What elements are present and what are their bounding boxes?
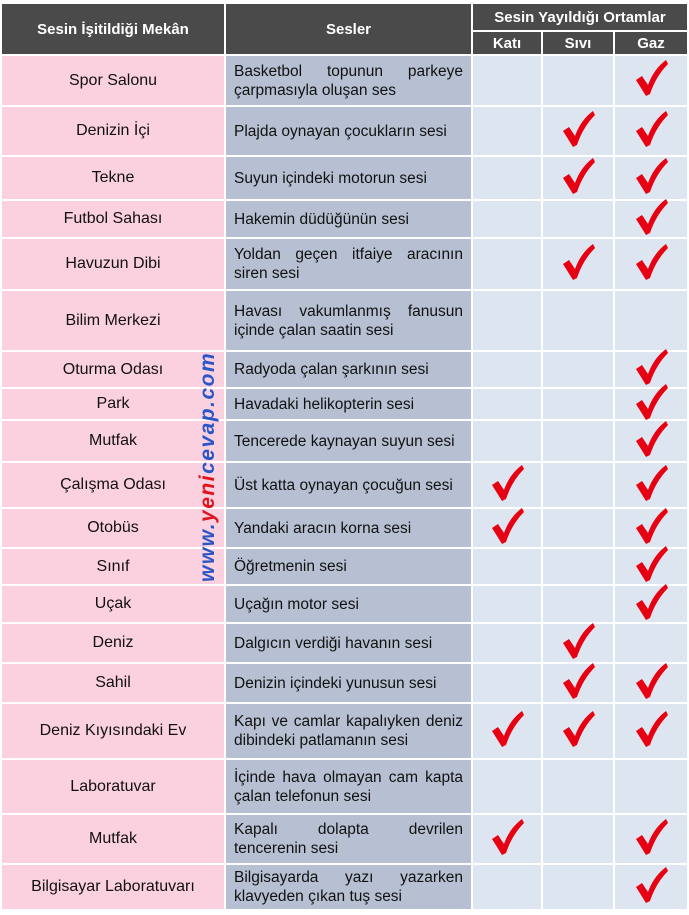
liquid-cell [543, 760, 613, 813]
sound-cell [226, 421, 471, 461]
sound-text: Öğretmenin sesi [234, 558, 347, 575]
sound-text: Plajda oynayan çocukların sesi [234, 122, 447, 140]
solid-cell [473, 624, 541, 662]
sound-cell [226, 815, 471, 863]
sound-cell [226, 704, 471, 758]
sound-text: Yoldan geçen itfaiye aracının siren sesi [234, 246, 463, 282]
liquid-cell [543, 704, 613, 758]
header-media: Sesin Yayıldığı Ortamlar [473, 4, 687, 30]
sound-text: Tencerede kaynayan suyun sesi [234, 432, 455, 450]
sound-text: Basketbol topunun parkeye çarpmasıyla oluşan ses [234, 62, 463, 99]
gas-cell [615, 421, 687, 461]
place-cell: Futbol Sahası [2, 201, 224, 237]
liquid-cell [543, 586, 613, 622]
liquid-cell [543, 815, 613, 863]
sound-text: Hakemin düdüğünün sesi [234, 210, 409, 228]
place-cell: Oturma Odası [2, 352, 224, 387]
checkmark-icon [633, 242, 669, 287]
solid-cell [473, 815, 541, 863]
place-cell: Bilim Merkezi [2, 291, 224, 350]
solid-cell [473, 352, 541, 387]
place-cell: Deniz [2, 624, 224, 662]
sound-cell [226, 509, 471, 547]
checkmark-icon [633, 463, 669, 508]
checkmark-icon [633, 661, 669, 706]
place-cell: Sınıf [2, 549, 224, 584]
sound-text: İçinde hava olmayan cam kapta çalan telefonun sesi [234, 768, 463, 805]
liquid-cell [543, 201, 613, 237]
checkmark-icon [633, 582, 669, 627]
solid-cell [473, 157, 541, 199]
solid-cell [473, 421, 541, 461]
solid-cell [473, 704, 541, 758]
liquid-cell [543, 157, 613, 199]
checkmark-icon [633, 419, 669, 464]
checkmark-icon [560, 109, 596, 154]
place-cell: Tekne [2, 157, 224, 199]
place-cell: Park [2, 389, 224, 419]
checkmark-icon [633, 109, 669, 154]
sound-text: Suyun içindeki motorun sesi [234, 169, 427, 187]
liquid-cell [543, 421, 613, 461]
solid-cell [473, 549, 541, 584]
sound-text: Üst katta oynayan çocuğun sesi [234, 476, 453, 494]
place-cell: Denizin İçi [2, 107, 224, 155]
gas-cell [615, 815, 687, 863]
gas-cell [615, 291, 687, 350]
gas-cell [615, 56, 687, 105]
gas-cell [615, 549, 687, 584]
place-cell: Çalışma Odası [2, 463, 224, 507]
liquid-cell [543, 865, 613, 909]
sound-cell [226, 157, 471, 199]
solid-cell [473, 509, 541, 547]
gas-cell [615, 624, 687, 662]
header-solid: Katı [473, 32, 541, 54]
sound-cell [226, 865, 471, 909]
sound-cell [226, 352, 471, 387]
liquid-cell [543, 664, 613, 702]
sound-cell [226, 107, 471, 155]
header-sounds: Sesler [226, 4, 471, 54]
sound-cell [226, 760, 471, 813]
gas-cell [615, 865, 687, 909]
sound-cell [226, 624, 471, 662]
liquid-cell [543, 239, 613, 289]
header-liquid: Sıvı [543, 32, 613, 54]
solid-cell [473, 239, 541, 289]
checkmark-icon [560, 661, 596, 706]
liquid-cell [543, 107, 613, 155]
checkmark-icon [489, 463, 525, 508]
place-cell: Havuzun Dibi [2, 239, 224, 289]
sound-text: Bilgisayarda yazı yazarken klavyeden çıkan tuş sesi [234, 869, 463, 905]
header-place: Sesin İşitildiği Mekân [2, 4, 224, 54]
place-cell: Mutfak [2, 421, 224, 461]
sound-cell [226, 239, 471, 289]
sound-cell [226, 201, 471, 237]
sound-text: Uçağın motor sesi [234, 595, 359, 613]
gas-cell [615, 760, 687, 813]
place-cell: Bilgisayar Laboratuvarı [2, 865, 224, 909]
checkmark-icon [489, 817, 525, 862]
place-cell: Deniz Kıyısındaki Ev [2, 704, 224, 758]
checkmark-icon [633, 865, 669, 910]
sound-text: Kapalı dolapta devrilen tencerenin sesi [234, 821, 463, 857]
sound-cell [226, 389, 471, 419]
solid-cell [473, 760, 541, 813]
liquid-cell [543, 624, 613, 662]
checkmark-icon [489, 709, 525, 754]
gas-cell [615, 107, 687, 155]
sound-text: Denizin içindeki yunusun sesi [234, 674, 437, 692]
solid-cell [473, 389, 541, 419]
sound-cell [226, 549, 471, 584]
watermark: www.yenicevap.com [196, 351, 219, 582]
place-cell: Sahil [2, 664, 224, 702]
checkmark-icon [560, 242, 596, 287]
solid-cell [473, 865, 541, 909]
sound-text: Kapı ve camlar kapalıyken deniz dibindeki patlamanın sesi [234, 713, 463, 749]
place-cell: Spor Salonu [2, 56, 224, 105]
liquid-cell [543, 56, 613, 105]
place-cell: Otobüs [2, 509, 224, 547]
liquid-cell [543, 549, 613, 584]
gas-cell [615, 157, 687, 199]
gas-cell [615, 704, 687, 758]
checkmark-icon [560, 156, 596, 201]
gas-cell [615, 586, 687, 622]
gas-cell [615, 664, 687, 702]
liquid-cell [543, 509, 613, 547]
checkmark-icon [633, 156, 669, 201]
sound-cell [226, 56, 471, 105]
sound-cell [226, 664, 471, 702]
gas-cell [615, 509, 687, 547]
sound-cell [226, 291, 471, 350]
checkmark-icon [633, 58, 669, 103]
solid-cell [473, 291, 541, 350]
header-gas: Gaz [615, 32, 687, 54]
place-cell: Laboratuvar [2, 760, 224, 813]
checkmark-icon [560, 709, 596, 754]
solid-cell [473, 463, 541, 507]
sound-cell [226, 463, 471, 507]
sound-text: Havası vakumlanmış fanusun içinde çalan saatin sesi [234, 302, 463, 339]
gas-cell [615, 463, 687, 507]
checkmark-icon [560, 621, 596, 666]
sound-cell [226, 586, 471, 622]
sound-text: Yandaki aracın korna sesi [234, 519, 412, 537]
solid-cell [473, 201, 541, 237]
sound-text: Havadaki helikopterin sesi [234, 395, 415, 413]
gas-cell [615, 239, 687, 289]
liquid-cell [543, 352, 613, 387]
liquid-cell [543, 291, 613, 350]
checkmark-icon [633, 817, 669, 862]
sound-text: Dalgıcın verdiği havanın sesi [234, 634, 433, 652]
solid-cell [473, 586, 541, 622]
gas-cell [615, 201, 687, 237]
checkmark-icon [633, 709, 669, 754]
solid-cell [473, 56, 541, 105]
solid-cell [473, 107, 541, 155]
liquid-cell [543, 463, 613, 507]
checkmark-icon [633, 197, 669, 242]
sound-text: Radyoda çalan şarkının sesi [234, 361, 429, 378]
gas-cell [615, 389, 687, 419]
solid-cell [473, 664, 541, 702]
liquid-cell [543, 389, 613, 419]
place-cell: Uçak [2, 586, 224, 622]
place-cell: Mutfak [2, 815, 224, 863]
checkmark-icon [489, 506, 525, 551]
